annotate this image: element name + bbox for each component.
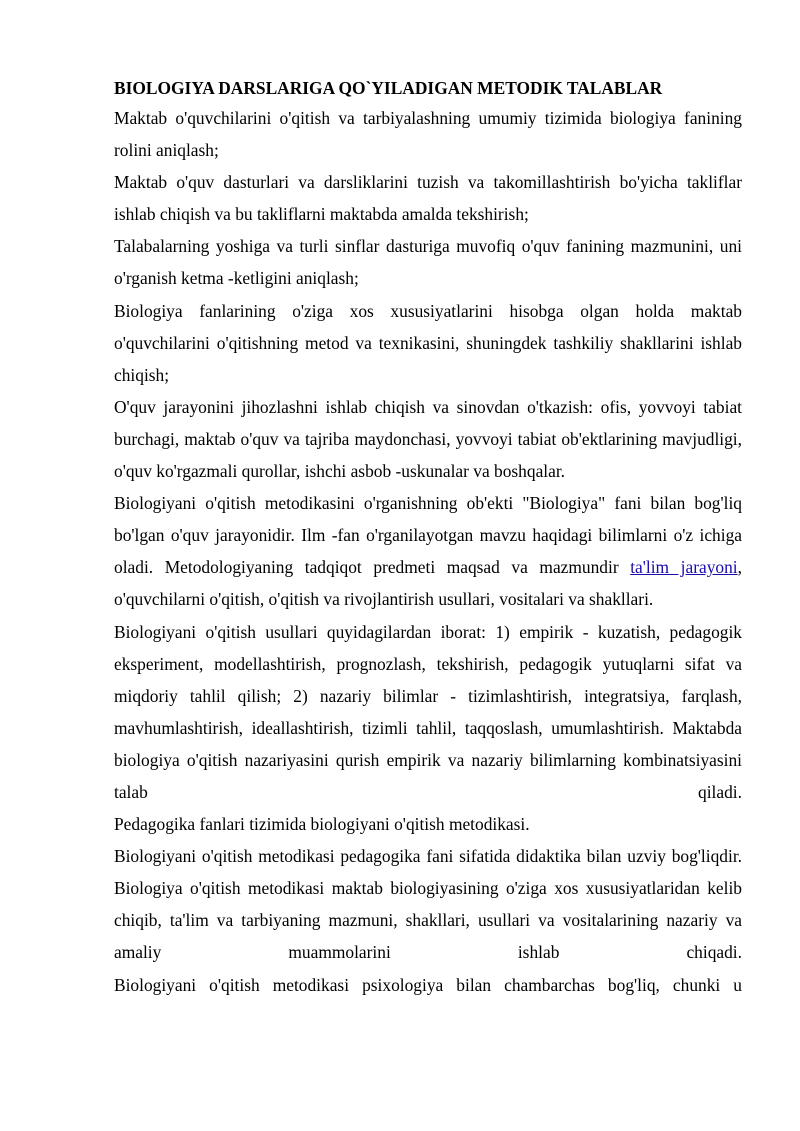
paragraph-1: Maktab o'quvchilarini o'qitish va tarbiyalashning umumiy tizimida biologiya fanining rolini aniqlash; (114, 108, 742, 161)
document-page (114, 74, 742, 1001)
paragraph-6-text-a: Biologiyani o'qitish metodikasini o'rganishning ob'ekti "Biologiya" fani bilan bog'liq bo'lgan o'quv jarayonidir. Ilm -fan o'rganilayotgan mavzu haqidagi bilimlarni o'z ichiga oladi. Metodologiyaning tadqiqot predmeti maqsad va mazmundir (114, 493, 742, 578)
talim-jarayoni-link[interactable]: ta'lim jarayoni (630, 557, 738, 578)
paragraph-6-text-b: , o'quvchilarni o'qitish, o'qitish va rivojlantirish usullari, vositalari va shakllari. (114, 557, 742, 610)
paragraph-8: Pedagogika fanlari tizimida biologiyani o'qitish metodikasi. (114, 814, 530, 835)
paragraph-9: Biologiyani o'qitish metodikasi pedagogika fani sifatida didaktika bilan uzviy bog'liqdir. Biologiya o'qitish metodikasi maktab biologiyasining o'ziga xos xususiyatlaridan kelib chiqib, ta'lim va tarbiyaning mazmuni, shakllari, usullari va vositalarining nazariy va amaliy muammolarini ishlab chiqadi. (114, 846, 742, 963)
paragraph-3: Talabalarning yoshiga va turli sinflar dasturiga muvofiq o'quv fanining mazmunini, uni o'rganish ketma -ketligini aniqlash; (114, 236, 742, 289)
document-title: BIOLOGIYA DARSLARIGA QO`YILADIGAN METODIK TALABLAR (114, 78, 663, 98)
paragraph-10: Biologiyani o'qitish metodikasi psixologiya bilan chambarchas bog'liq, chunki u (114, 974, 742, 995)
paragraph-7: Biologiyani o'qitish usullari quyidagilardan iborat: 1) empirik - kuzatish, pedagogik eksperiment, modellashtirish, prognozlash, tekshirish, pedagogik yutuqlarni sifat va miqdoriy tahlil qilish; 2) nazariy bilimlar - tizimlashtirish, integratsiya, farqlash, mavhumlashtirish, ideallashtirish, tizimli tahlil, taqqoslash, umumlashtirish. Maktabda biologiya o'qitish nazariyasini qurish empirik va nazariy bilimlarning kombinatsiyasini talab qiladi. (114, 621, 742, 802)
paragraph-4: Biologiya fanlarining o'ziga xos xususiyatlarini hisobga olgan holda maktab o'quvchilarini o'qitishning metod va texnikasini, shuningdek tashkiliy shakllarini ishlab chiqish; (114, 300, 742, 385)
paragraph-2: Maktab o'quv dasturlari va darsliklarini tuzish va takomillashtirish bo'yicha takliflar ishlab chiqish va bu takliflarni maktabda amalda tekshirish; (114, 172, 742, 225)
paragraph-5: O'quv jarayonini jihozlashni ishlab chiqish va sinovdan o'tkazish: ofis, yovvoyi tabiat burchagi, maktab o'quv va tajriba maydonchasi, yovvoyi tabiat ob'ektlarining mavjudligi, o'quv ko'rgazmali qurollar, ishchi asbob -uskunalar va boshqalar. (114, 396, 742, 482)
paragraph-6 (114, 487, 742, 615)
